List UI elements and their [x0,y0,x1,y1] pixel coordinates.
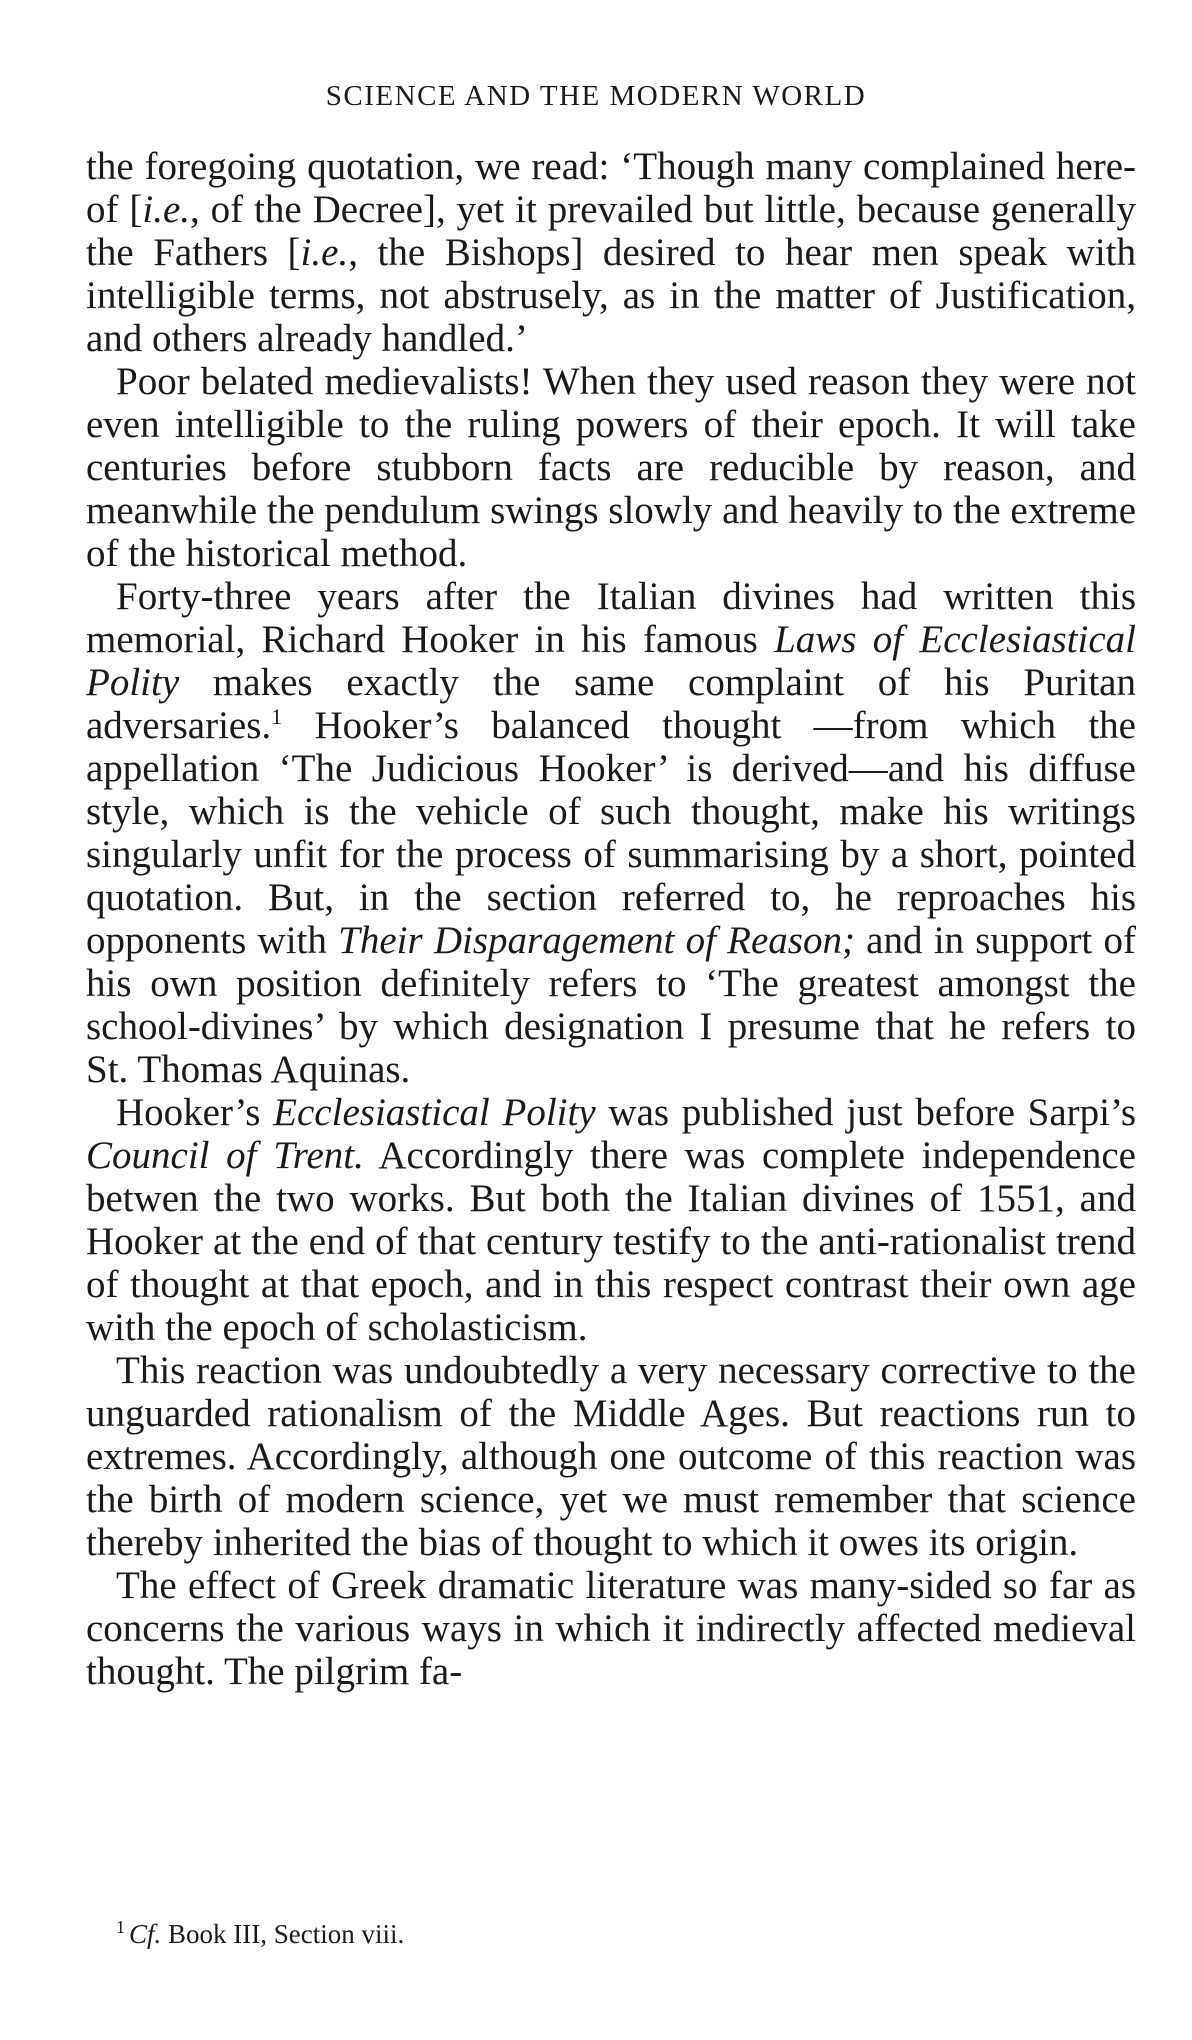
footnote-number: 1 [116,1917,125,1937]
paragraph-2: Poor belated medievalists! When they used reason they were not even intelligible to the ruling powers of their epoch. It will take centuries before stubborn facts are reducible by reason, and meanwhile the pendulum swings slowly and heavily to the extreme of the historical method. [86,360,1136,575]
running-head: SCIENCE AND THE MODERN WORLD [325,80,867,112]
paragraph-1: the foregoing quotation, we read: ‘Though many complained here-of [i.e., of the Decree], yet it prevailed but little, because generally the Fathers [i.e., the Bishops] desired to hear men speak with intelligible terms, not abstrusely, as in the matter of Justification, and others already handled.’ [86,145,1136,360]
paragraph-3: Forty-three years after the Italian divines had written this memorial, Richard Hooker in his famous Laws of Ecclesiastical Polity makes exactly the same complaint of his Puritan adversaries.$^1$ Hooker’s balanced thought —from which the appellation ‘The Judicious Hooker’ is derived—and his diffuse style, which is the vehicle of such thought, make his writings singularly unfit for the process of summarising by a short, pointed quotation. But, in the section referred to, he reproaches his opponents with Their Disparagement of Reason; and in support of his own position definitely refers to ‘The greatest amongst the school-divines’ by which designation I presume that he refers to St. Thomas Aquinas. [86,575,1137,1091]
book-title-laws: Laws of Ecclesiastical Polity [86,618,1137,704]
paragraph-4: Hooker’s Ecclesiastical Polity was published just before Sarpi’s Council of Trent. Accordingly there was complete independence betwen the two works. But both the Italian divines of 1551, and Hooker at the end of that century testify to the anti-rationalist trend of thought at that epoch, and in this respect contrast their own age with the epoch of scholasticism. [86,1091,1136,1349]
body-text [86,145,1136,1693]
paragraph-6: The effect of Greek dramatic literature was many-sided so far as concerns the various ways in which it indirectly affected medieval thought. The pilgrim fa- [86,1564,1136,1693]
paragraph-5: This reaction was undoubtedly a very necessary corrective to the unguarded rationalism of the Middle Ages. But reactions run to extremes. Accordingly, although one outcome of this reaction was the birth of modern science, yet we must remember that science thereby inherited the bias of thought to which it owes its origin. [86,1349,1136,1564]
footnote-marker: 1 [271,704,283,729]
footnote: $^1$ Cf. Book III, Section viii. [116,1917,405,1949]
